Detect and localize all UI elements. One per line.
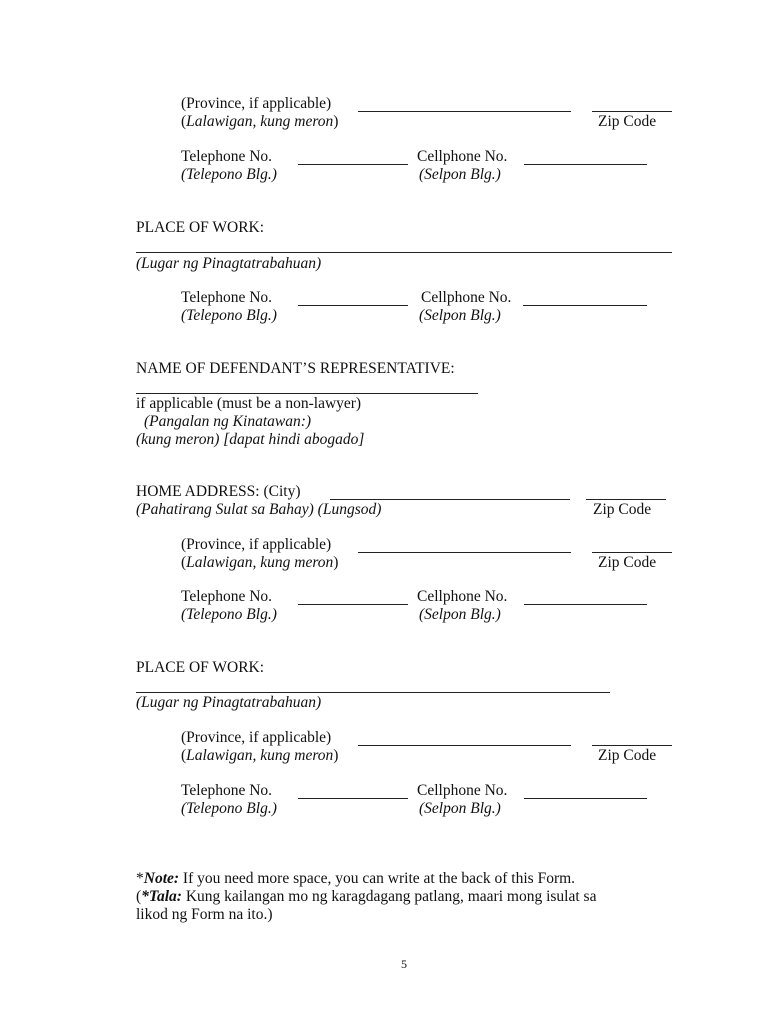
telephone-label: Telephone No.	[181, 782, 273, 799]
note-tl-line: (*Tala: Kung kailangan mo ng karagdagang patlang, maari mong isulat sa	[136, 888, 597, 905]
telephone-field-line[interactable]	[298, 164, 408, 165]
province-tl-label: (Lalawigan, kung meron)	[181, 554, 339, 571]
city-field-line[interactable]	[330, 499, 570, 500]
cellphone-tl-label: (Selpon Blg.)	[419, 166, 501, 183]
place-of-work-heading: PLACE OF WORK:	[136, 219, 265, 236]
zip-field-line[interactable]	[592, 745, 672, 746]
representative-name-tl: (Pangalan ng Kinatawan:)	[144, 413, 312, 430]
cellphone-label: Cellphone No.	[417, 148, 508, 165]
place-of-work-field-line[interactable]	[136, 692, 610, 693]
representative-field-line[interactable]	[136, 393, 478, 394]
province-tl-label: (Lalawigan, kung meron)	[181, 113, 339, 130]
province-field-line[interactable]	[358, 745, 571, 746]
province-label: (Province, if applicable)	[181, 729, 332, 746]
province-label: (Province, if applicable)	[181, 536, 332, 553]
note-label: Note:	[143, 870, 180, 887]
cellphone-label: Cellphone No.	[417, 782, 508, 799]
home-address-label: HOME ADDRESS: (City)	[136, 483, 301, 500]
telephone-tl-label: (Telepono Blg.)	[181, 800, 277, 817]
cellphone-field-line[interactable]	[524, 604, 647, 605]
cellphone-field-line[interactable]	[524, 164, 647, 165]
zip-label: Zip Code	[598, 747, 657, 764]
telephone-label: Telephone No.	[181, 148, 273, 165]
note-tl-text: Kung kailangan mo ng karagdagang patlang, maari mong isulat sa	[181, 888, 597, 905]
representative-if-applicable: if applicable (must be a non-lawyer)	[136, 395, 362, 412]
province-field-line[interactable]	[358, 111, 571, 112]
telephone-tl-label: (Telepono Blg.)	[181, 307, 277, 324]
cellphone-label: Cellphone No.	[417, 588, 508, 605]
telephone-field-line[interactable]	[298, 798, 408, 799]
place-of-work-heading: PLACE OF WORK:	[136, 659, 265, 676]
place-of-work-field-line[interactable]	[136, 252, 672, 253]
telephone-field-line[interactable]	[298, 305, 408, 306]
province-tl-label: (Lalawigan, kung meron)	[181, 747, 339, 764]
cellphone-field-line[interactable]	[524, 798, 647, 799]
home-address-tl-label: (Pahatirang Sulat sa Bahay) (Lungsod)	[136, 501, 382, 518]
province-field-line[interactable]	[358, 552, 571, 553]
page-number: 5	[401, 957, 407, 971]
note-line: *Note: If you need more space, you can write at the back of this Form.	[136, 870, 576, 887]
telephone-tl-label: (Telepono Blg.)	[181, 166, 277, 183]
telephone-field-line[interactable]	[298, 604, 408, 605]
telephone-tl-label: (Telepono Blg.)	[181, 606, 277, 623]
telephone-label: Telephone No.	[181, 588, 273, 605]
province-label: (Province, if applicable)	[181, 95, 332, 112]
zip-field-line[interactable]	[592, 552, 672, 553]
note-text: If you need more space, you can write at the back of this Form.	[179, 870, 576, 887]
zip-field-line[interactable]	[586, 499, 666, 500]
cellphone-tl-label: (Selpon Blg.)	[419, 606, 501, 623]
cellphone-field-line[interactable]	[523, 305, 647, 306]
zip-label: Zip Code	[598, 113, 657, 130]
representative-note-tl: (kung meron) [dapat hindi abogado]	[136, 431, 365, 448]
representative-heading: NAME OF DEFENDANT’S REPRESENTATIVE:	[136, 360, 455, 377]
place-of-work-tl-label: (Lugar ng Pinagtatrabahuan)	[136, 694, 322, 711]
cellphone-tl-label: (Selpon Blg.)	[419, 800, 501, 817]
note-tl-text-2: likod ng Form na ito.)	[136, 906, 273, 923]
zip-label: Zip Code	[598, 554, 657, 571]
place-of-work-tl-label: (Lugar ng Pinagtatrabahuan)	[136, 255, 322, 272]
zip-field-line[interactable]	[592, 111, 672, 112]
cellphone-label: Cellphone No.	[421, 289, 512, 306]
telephone-label: Telephone No.	[181, 289, 273, 306]
cellphone-tl-label: (Selpon Blg.)	[419, 307, 501, 324]
zip-label: Zip Code	[593, 501, 652, 518]
note-tl-label: *Tala:	[141, 888, 182, 905]
